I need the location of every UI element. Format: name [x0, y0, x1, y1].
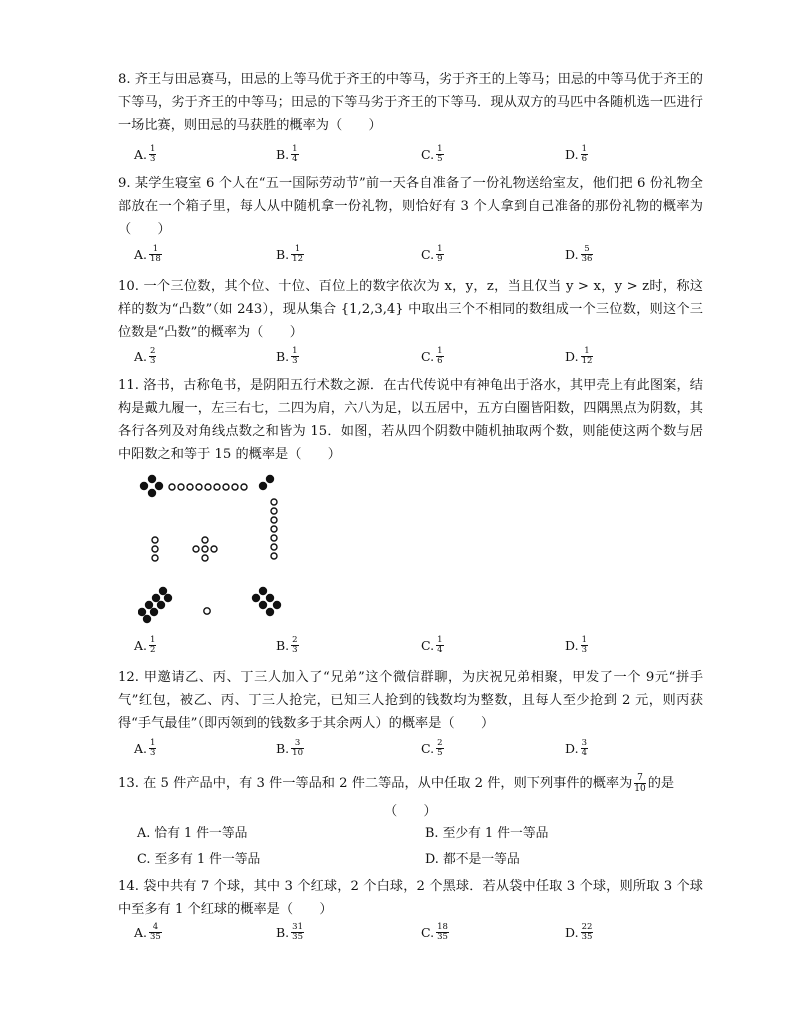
fraction: $\frac{2}{3}$: [150, 346, 156, 366]
option-a[interactable]: A. $\frac{1}{3}$: [134, 144, 156, 164]
fraction: $\frac{31}{35}$: [292, 922, 303, 942]
fraction: $\frac{1}{12}$: [292, 244, 303, 264]
fraction: $\frac{2}{5}$: [437, 738, 443, 758]
question-9-text: 9. 某学生寝室 6 个人在“五一国际劳动节”前一天各自准备了一份礼物送给室友，他们把 6 份礼物全部放在一个箱子里，每人从中随机拿一份礼物，则恰好有 3 个人拿到自己准备的那份礼物的概率为（ ）: [118, 176, 703, 237]
fraction: $\frac{1}{9}$: [437, 244, 443, 264]
question-14-options: [134, 923, 704, 949]
fraction: $\frac{5}{36}$: [581, 244, 593, 264]
fraction: $\frac{7}{10}$: [634, 773, 646, 794]
white-dots-9: [169, 484, 247, 490]
option-a[interactable]: A. $\frac{1}{2}$: [134, 635, 156, 655]
question-11-options: [134, 636, 704, 662]
fraction: $\frac{1}{2}$: [150, 635, 156, 655]
question-8: [118, 68, 703, 137]
question-11: [118, 374, 703, 466]
fraction: $\frac{3}{4}$: [581, 738, 587, 758]
fraction: $\frac{1}{3}$: [150, 144, 156, 164]
question-12-text: 12. 甲邀请乙、丙、丁三人加入了“兄弟”这个微信群聊，为庆祝兄弟相聚，甲发了一个 9元“拼手气”红包，被乙、丙、丁三人抢完，已知三人抢到的钱数均为整数，且每人至少抢到 2 元，则丙获得“手气最佳”（即丙领到的钱数多于其余两人）的概率是（ ）: [118, 670, 703, 731]
option-d[interactable]: D. 都不是一等品: [425, 852, 520, 867]
option-a[interactable]: A. $\frac{1}{3}$: [134, 738, 156, 758]
luoshu-figure: [138, 474, 298, 624]
question-14-text: 14. 袋中共有 7 个球，其中 3 个红球，2 个白球，2 个黑球．若从袋中任取 3 个球，则所取 3 个球中至多有 1 个红球的概率是（ ）: [118, 879, 703, 917]
white-dots-3: [152, 537, 158, 561]
question-13: [118, 772, 703, 795]
option-b[interactable]: B. 至少有 1 件一等品: [425, 826, 549, 841]
option-d[interactable]: D. $\frac{1}{3}$: [565, 635, 587, 655]
fraction: $\frac{4}{35}$: [150, 922, 161, 942]
option-b[interactable]: B. $\frac{2}{3}$: [276, 635, 298, 655]
black-dots-8: [138, 587, 172, 623]
question-10-text: 10. 一个三位数，其个位、十位、百位上的数字依次为 x，y，z，当且仅当 y > x，y > z时，称这样的数为“凸数”（如 243），现从集合 {1,2,3,4} 中取出三个不相同的数组成一个三位数，则这个三位数是“凸数”的概率为（ ）: [118, 279, 703, 340]
fraction: $\frac{1}{6}$: [581, 144, 587, 164]
black-dots-4: [140, 475, 163, 497]
question-9: [118, 172, 703, 241]
fraction: $\frac{1}{4}$: [292, 144, 298, 164]
option-a[interactable]: A. $\frac{4}{35}$: [134, 922, 161, 942]
white-dots-5: [193, 537, 217, 561]
option-a[interactable]: A. 恰有 1 件一等品: [137, 826, 248, 841]
white-dot-1: [204, 608, 210, 614]
option-c[interactable]: C. $\frac{1}{5}$: [421, 144, 443, 164]
option-b[interactable]: B. $\frac{1}{3}$: [276, 346, 298, 366]
fraction: $\frac{1}{5}$: [437, 144, 443, 164]
question-12-options: [134, 739, 704, 765]
option-b[interactable]: B. $\frac{3}{10}$: [276, 738, 303, 758]
question-8-options: [134, 145, 704, 171]
option-d[interactable]: D. $\frac{3}{4}$: [565, 738, 587, 758]
black-dots-6: [252, 587, 281, 616]
fraction: $\frac{22}{35}$: [581, 922, 593, 942]
fraction: $\frac{2}{3}$: [292, 635, 298, 655]
question-12: [118, 666, 703, 735]
option-c[interactable]: C. $\frac{1}{9}$: [421, 244, 443, 264]
option-c[interactable]: C. $\frac{2}{5}$: [421, 738, 443, 758]
fraction: $\frac{1}{3}$: [581, 635, 587, 655]
question-11-text: 11. 洛书，古称龟书，是阴阳五行术数之源．在古代传说中有神龟出于洛水，其甲壳上有此图案，结构是戴九履一，左三右七，二四为肩，六八为足，以五居中，五方白圈皆阳数，四隅黑点为阴数，其各行各列及对角线点数之和皆为 15．如图，若从四个阴数中随机抽取两个数，则能使这两个数与居中阳数之和等于 15 的概率是（ ）: [118, 378, 703, 462]
question-9-options: [134, 245, 704, 271]
black-dots-2: [259, 475, 274, 490]
option-b[interactable]: B. $\frac{1}{4}$: [276, 144, 298, 164]
option-a[interactable]: A. $\frac{1}{18}$: [134, 244, 161, 264]
question-13-text: 13. 在 5 件产品中，有 3 件一等品和 2 件二等品，从中任取 2 件，则下列事件的概率为 $\frac{7}{10}$ 的是: [118, 773, 675, 794]
option-d[interactable]: D. $\frac{1}{6}$: [565, 144, 587, 164]
option-a[interactable]: A. $\frac{2}{3}$: [134, 346, 156, 366]
option-c[interactable]: C. $\frac{18}{35}$: [421, 922, 448, 942]
fraction: $\frac{3}{10}$: [292, 738, 303, 758]
question-13-paren: （ ）: [384, 804, 437, 819]
fraction: $\frac{1}{4}$: [437, 635, 443, 655]
question-10: [118, 275, 703, 344]
question-8-text: 8. 齐王与田忌赛马，田忌的上等马优于齐王的中等马，劣于齐王的上等马；田忌的中等马优于齐王的下等马，劣于齐王的中等马；田忌的下等马劣于齐王的下等马．现从双方的马匹中各随机选一匹进行一场比赛，则田忌的马获胜的概率为（ ）: [118, 72, 703, 133]
white-dots-7: [271, 499, 277, 559]
option-d[interactable]: D. $\frac{5}{36}$: [565, 244, 593, 264]
question-14: [118, 875, 703, 921]
fraction: $\frac{1}{12}$: [581, 346, 593, 366]
option-c[interactable]: C. 至多有 1 件一等品: [137, 852, 261, 867]
option-c[interactable]: C. $\frac{1}{6}$: [421, 346, 443, 366]
fraction: $\frac{1}{3}$: [150, 738, 156, 758]
option-c[interactable]: C. $\frac{1}{4}$: [421, 635, 443, 655]
option-b[interactable]: B. $\frac{1}{12}$: [276, 244, 303, 264]
fraction: $\frac{18}{35}$: [437, 922, 448, 942]
option-d[interactable]: D. $\frac{1}{12}$: [565, 346, 593, 366]
fraction: $\frac{1}{3}$: [292, 346, 298, 366]
fraction: $\frac{1}{6}$: [437, 346, 443, 366]
question-10-options: [134, 347, 704, 373]
option-d[interactable]: D. $\frac{22}{35}$: [565, 922, 593, 942]
option-b[interactable]: B. $\frac{31}{35}$: [276, 922, 303, 942]
fraction: $\frac{1}{18}$: [150, 244, 161, 264]
